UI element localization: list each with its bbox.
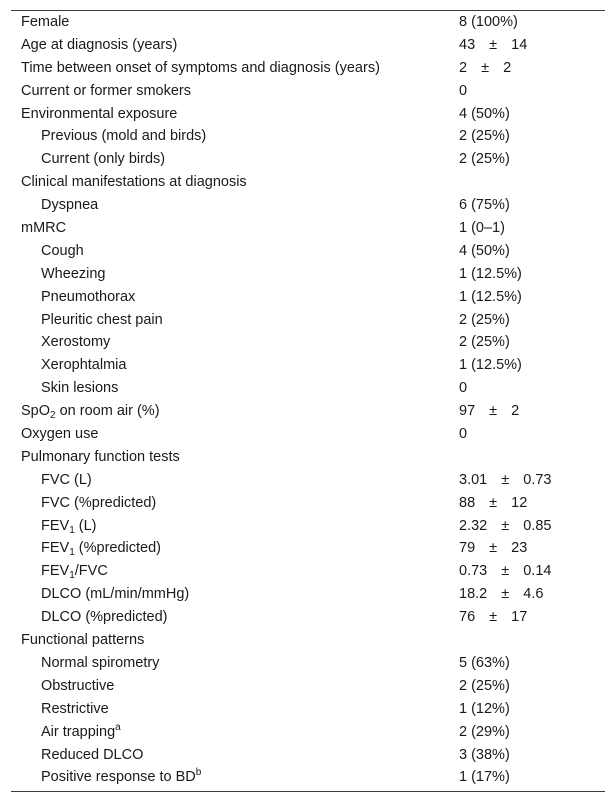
row-label-text: Pulmonary function tests [21, 448, 180, 465]
mean-value: 0.73 [459, 563, 488, 580]
mean-value: 43 [459, 36, 476, 53]
row-value: 0 [459, 82, 468, 99]
row-label [41, 286, 135, 309]
row-label-subscript: 1 [69, 524, 75, 536]
plus-minus-sign: ± [489, 494, 498, 511]
mean-sd-value [459, 560, 551, 583]
table-row [11, 286, 605, 309]
table-row [11, 194, 605, 217]
mean-sd-value [459, 606, 527, 629]
row-label-text: FVC (L) [41, 471, 92, 488]
row-label [41, 515, 97, 538]
row-label-text: DLCO (%predicted) [41, 609, 168, 626]
table-row [11, 492, 605, 515]
row-label-text: Environmental exposure [21, 105, 178, 122]
table-row [11, 148, 605, 171]
table-row [11, 309, 605, 332]
mean-sd-value [459, 469, 551, 492]
row-label-text: FEV [41, 517, 70, 534]
row-label-text: Functional patterns [21, 632, 145, 649]
row-value: 1 (12.5%) [459, 265, 522, 282]
sd-value: 2 [511, 403, 520, 420]
sd-value: 14 [511, 36, 528, 53]
table-row [11, 400, 605, 423]
row-label [21, 80, 191, 103]
table-bottom-rule [11, 791, 605, 792]
mean-value: 18.2 [459, 586, 488, 603]
table-row [11, 57, 605, 80]
row-value [459, 583, 543, 606]
table-row [11, 125, 605, 148]
row-label [21, 400, 160, 423]
row-label [41, 240, 84, 263]
row-label [41, 331, 110, 354]
row-value: 1 (17%) [459, 769, 510, 786]
row-value: 5 (63%) [459, 654, 510, 671]
sd-value: 17 [511, 609, 528, 626]
row-label-rest: /FVC [74, 563, 108, 580]
row-value: 2 (29%) [459, 723, 510, 740]
row-label-text: Pleuritic chest pain [41, 311, 163, 328]
row-value: 2 (25%) [459, 677, 510, 694]
mean-sd-value [459, 34, 527, 57]
table-row [11, 11, 605, 34]
row-label-text: Dyspnea [41, 197, 99, 214]
row-label-text: Xerophtalmia [41, 357, 127, 374]
mean-value: 76 [459, 609, 476, 626]
table-row [11, 744, 605, 767]
row-label-text: Time between onset of symptoms and diagnosis (years) [21, 59, 380, 76]
row-label [21, 57, 380, 80]
plus-minus-sign: ± [489, 36, 498, 53]
table-row [11, 171, 605, 194]
row-label [41, 492, 156, 515]
plus-minus-sign: ± [501, 471, 510, 488]
row-value: 8 (100%) [459, 14, 518, 30]
table-row [11, 469, 605, 492]
row-label-text: Wheezing [41, 265, 106, 282]
plus-minus-sign: ± [501, 563, 510, 580]
row-label-text: Skin lesions [41, 380, 119, 397]
row-label-footnote-mark: a [115, 721, 121, 733]
row-label [41, 721, 121, 744]
table-row [11, 80, 605, 103]
mean-sd-value [459, 492, 527, 515]
row-value [459, 57, 511, 80]
row-value: 1 (12%) [459, 700, 510, 717]
row-label-text: Positive response to BD [41, 769, 196, 786]
characteristics-table [11, 10, 605, 792]
row-label-text: FEV [41, 540, 70, 557]
row-label [41, 537, 161, 560]
row-label [41, 377, 118, 400]
row-value [459, 560, 551, 583]
row-label [41, 125, 206, 148]
table-row [11, 583, 605, 606]
row-label-text: Pneumothorax [41, 288, 136, 305]
row-label-text: Age at diagnosis (years) [21, 36, 178, 53]
row-label [21, 446, 180, 469]
row-label-rest: (L) [74, 517, 97, 534]
row-label-text: Cough [41, 242, 84, 259]
mean-sd-value [459, 515, 551, 538]
row-label-text: Oxygen use [21, 426, 99, 443]
row-value: 1 (12.5%) [459, 357, 522, 374]
sd-value: 23 [511, 540, 528, 557]
row-label [41, 469, 92, 492]
table-row [11, 423, 605, 446]
mean-sd-value [459, 400, 519, 423]
row-value [459, 400, 519, 423]
row-label-subscript: 1 [69, 570, 75, 582]
mean-sd-value [459, 537, 527, 560]
row-label-subscript: 1 [69, 547, 75, 559]
mean-value: 2.32 [459, 517, 488, 534]
table-row [11, 629, 605, 652]
row-label [41, 309, 163, 332]
row-label [41, 583, 189, 606]
table-row [11, 103, 605, 126]
row-label [41, 652, 159, 675]
row-label-text: Clinical manifestations at diagnosis [21, 174, 247, 191]
row-value: 2 (25%) [459, 311, 510, 328]
row-label-text: Restrictive [41, 700, 109, 717]
row-label-text: mMRC [21, 220, 67, 237]
mean-value: 3.01 [459, 471, 488, 488]
mean-value: 2 [459, 59, 468, 76]
row-value: 6 (75%) [459, 197, 510, 214]
sd-value: 4.6 [523, 586, 544, 603]
table-row [11, 766, 605, 789]
row-value [459, 34, 527, 57]
table-row [11, 217, 605, 240]
row-label [41, 148, 165, 171]
table-row [11, 263, 605, 286]
table-row [11, 34, 605, 57]
row-label-text: Air trapping [41, 723, 116, 740]
table-row [11, 721, 605, 744]
row-label [21, 217, 66, 240]
row-label-text: Previous (mold and birds) [41, 128, 207, 145]
row-label [41, 263, 105, 286]
row-label-text: Reduced DLCO [41, 746, 144, 763]
table-row [11, 652, 605, 675]
row-label-text: Current (only birds) [41, 151, 166, 168]
plus-minus-sign: ± [501, 517, 510, 534]
row-value [459, 492, 527, 515]
row-label-text: FEV [41, 563, 70, 580]
sd-value: 0.73 [523, 471, 552, 488]
row-label-text: SpO [21, 403, 51, 420]
table-row [11, 675, 605, 698]
row-value: 0 [459, 426, 468, 443]
row-value: 4 (50%) [459, 242, 510, 259]
row-value: 2 (25%) [459, 334, 510, 351]
sd-value: 0.85 [523, 517, 552, 534]
row-label-text: Female [21, 14, 70, 30]
table-row [11, 560, 605, 583]
row-label [21, 34, 177, 57]
row-label-rest: on room air (%) [55, 403, 160, 420]
row-label [21, 11, 69, 34]
row-label [21, 171, 247, 194]
row-value: 4 (50%) [459, 105, 510, 122]
row-label [41, 675, 114, 698]
table-body [11, 11, 605, 789]
row-label [21, 629, 144, 652]
table-row [11, 446, 605, 469]
plus-minus-sign: ± [489, 609, 498, 626]
row-label-footnote-mark: b [195, 767, 202, 779]
row-value: 0 [459, 380, 468, 397]
row-label-subscript: 2 [50, 410, 56, 422]
table-row [11, 537, 605, 560]
row-label-text: DLCO (mL/min/mmHg) [41, 586, 190, 603]
table-row [11, 606, 605, 629]
row-value [459, 537, 527, 560]
sd-value: 12 [511, 494, 528, 511]
row-value [459, 606, 527, 629]
row-value: 3 (38%) [459, 746, 510, 763]
mean-value: 88 [459, 494, 476, 511]
row-label [41, 194, 98, 217]
plus-minus-sign: ± [481, 59, 490, 76]
table-row [11, 331, 605, 354]
row-label [41, 354, 126, 377]
plus-minus-sign: ± [501, 586, 510, 603]
row-label [41, 606, 168, 629]
row-value: 1 (0–1) [459, 220, 505, 237]
row-value: 2 (25%) [459, 151, 510, 168]
sd-value: 0.14 [523, 563, 552, 580]
row-label-rest: (%predicted) [74, 540, 161, 557]
table-row [11, 377, 605, 400]
row-label-text: FVC (%predicted) [41, 494, 157, 511]
row-label [21, 103, 177, 126]
row-label [41, 744, 143, 767]
row-label [41, 766, 201, 789]
row-label-text: Normal spirometry [41, 654, 160, 671]
row-label [41, 560, 108, 583]
table-row [11, 240, 605, 263]
sd-value: 2 [503, 59, 512, 76]
row-label-text: Obstructive [41, 677, 115, 694]
row-value: 2 (25%) [459, 128, 510, 145]
row-value [459, 515, 551, 538]
row-value: 1 (12.5%) [459, 288, 522, 305]
row-label-text: Current or former smokers [21, 82, 192, 99]
row-value [459, 469, 551, 492]
row-label-text: Xerostomy [41, 334, 111, 351]
table-row [11, 515, 605, 538]
plus-minus-sign: ± [489, 403, 498, 420]
plus-minus-sign: ± [489, 540, 498, 557]
row-label [21, 423, 98, 446]
table-row [11, 698, 605, 721]
row-label [41, 698, 109, 721]
mean-sd-value [459, 583, 543, 606]
table-row [11, 354, 605, 377]
mean-value: 79 [459, 540, 476, 557]
mean-sd-value [459, 57, 511, 80]
mean-value: 97 [459, 403, 476, 420]
